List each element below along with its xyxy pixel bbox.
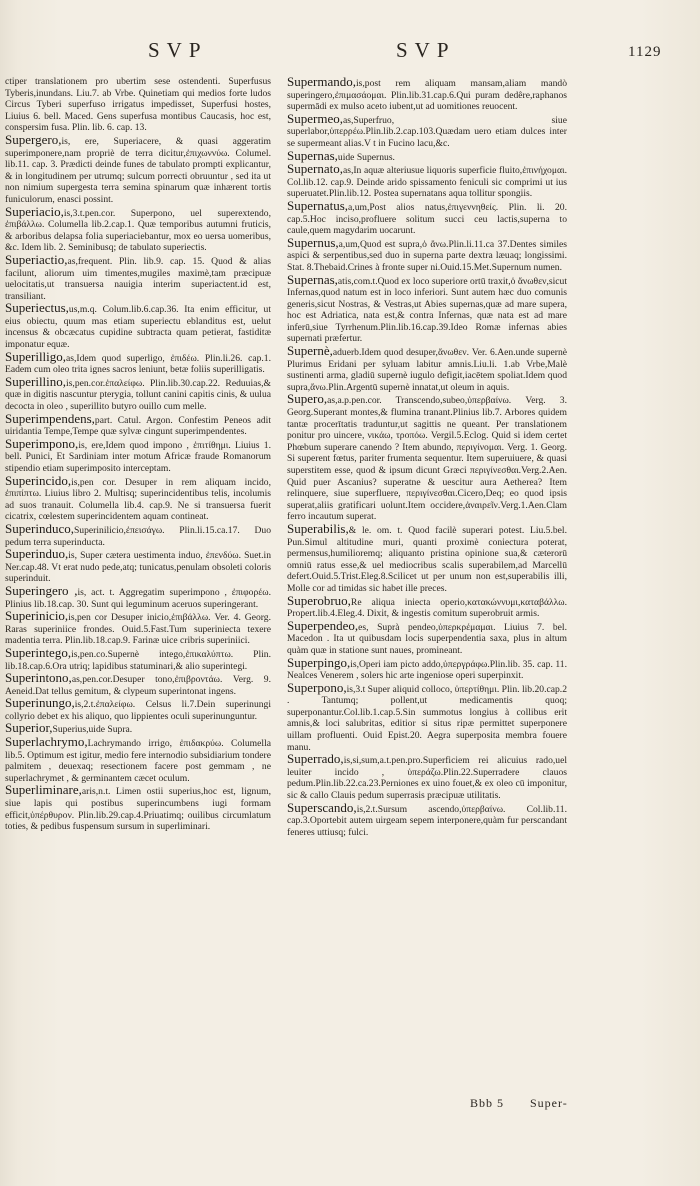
entry-text: is, Super cætera uestimenta induo, ἐπενδύω. Suet.in Ner.cap.48. Vt erat nudo pede,atq; tunicatus,penulam obsoleti coloris superinduit. — [5, 550, 271, 585]
headword: Superliminare, — [5, 782, 82, 798]
headword: Superscando, — [287, 799, 357, 815]
headword: Superpingo, — [287, 654, 351, 670]
dictionary-entry — [287, 163, 567, 200]
headword: Superilligo, — [5, 348, 67, 364]
headword: Superiectus, — [5, 300, 69, 316]
headword: Superiactio, — [5, 251, 68, 267]
headword: Superincido, — [5, 472, 72, 488]
dictionary-entry — [5, 131, 271, 206]
signature-mark: Bbb 5 — [470, 1096, 505, 1110]
entry-text: as,frequent. Plin. lib.9. cap. 15. Quod & alias facilunt, aliorum uim timentes,mugiles maximè,tam præcipuæ uelocitatis,ut transuersa nauigia interim superiactent.id est, transiliant. — [5, 255, 271, 302]
headword: Supermando, — [287, 74, 356, 89]
dictionary-entry — [5, 548, 271, 585]
entry-text: is,pen cor Desuper inicio,ἐπιβάλλω. Ver. 4. Georg. Raras superiniice frondes. Ouid.5.Fast.Tum superiniecta texere madentia terra. Plin.lib.18.cap.9. Farinæ uice cribris superiniici. — [5, 612, 271, 647]
entry-text: is,si,sum,a.t.pen.pro.Superficiem rei alicuius rado,uel leuiter incido , ὑπεράζω.Plin.22.Superradere clauos pedum.Plin.lib.22.ca.23.Perniones ex uino fouet,& ex oleo cū imponitur, sic & callo Clauis pedum superrasis præcipuæ utilitatis. — [287, 755, 567, 802]
entry-text: is,post rem aliquam mansam,aliam mandò superingero,ἐπιμασάομαι. Plin.lib.31.cap.6.Qui puram dedêre,raphanos supermādi ex mulso aceto iubent,ut ad uomitiones reuocent. — [287, 78, 567, 113]
headword: Superrado, — [287, 751, 344, 767]
entry-text: is,Operi iam picto addo,ὑπεργράφω.Plin.lib. 35. cap. 11. Nealces Venerem , solers hic arte ingeniose operi superpinxit. — [287, 658, 567, 682]
dictionary-entry — [5, 435, 271, 475]
dictionary-entry — [287, 617, 567, 657]
dictionary-entry — [287, 520, 567, 595]
entry-text: Superinilicio,ἐπεισάγω. Plin.li.15.ca.17. Duo pedum terra superinducta. — [5, 524, 271, 548]
headword: Superiacio, — [5, 203, 64, 219]
entry-text: is,pen.cor.ἐπαλείφω. Plin.lib.30.cap.22. Reduuias,& quæ in digitis nascuntur pterygia, tollunt canini capitis cinis, & uulua decocta in oleo , superillito butyro ouillo cum melle. — [5, 377, 271, 413]
dictionary-entry — [287, 799, 567, 839]
entry-text: atis,com.t.Quod ex loco superiore ortū traxit,ὁ ἄνωθεν,sicut Infernas,quod natum est in loco inferiori. Sunt autem hæc duo comunis generis,sicut Nostras, & Vestras,ut Abies supernas,quæ ad mare supera, hoc est Adriatica, nata est,& contra Infernas, quæ nata est ad mare inferū,siue Tyrrhenum.Plin.lib.16.cap.39.Ideo Romæ infernas abies supernati præfertur. — [287, 275, 567, 345]
headword: Superpendeo, — [287, 617, 359, 633]
entry-text: Superius,uide Supra. — [52, 724, 133, 736]
entry-text: as,In aquæ alteriusue liquoris superficie fluito,ἐπινήχομαι. Col.lib.12. cap.9. Deinde arido spissamento feniculi sic comprimi ut ius superuatet.Plin.lib.12. Postea supernatans aqua tollitur spongiis. — [287, 165, 567, 200]
running-head-right: SVP — [396, 38, 456, 62]
dictionary-entry — [5, 736, 271, 784]
dictionary-entry — [5, 520, 271, 548]
dictionary-entry — [287, 271, 567, 346]
headword: Supernato, — [287, 161, 343, 177]
entry-text: as,a.p.pen.cor. Transcendo,subeo,ὑπερβαίνω. Verg. 3. Georg.Superant montes,& flumina tranant.Plinius lib.7. Arbores quidem tantæ procerītatis traduntur,ut sagittis ne queant. Per translationem ponitur pro uincere, νικάω, τροπόω. Vergil.5.Eclog. Quid si idem certet Phœbum superare canendo ? Item abundo, περιγίνομαι. Verg. 1. Georg. Si superent fœtus, pariter frumenta sequentur. Item superuiuere, & quasi superstitem esse, quod & ipsum dicunt Græci περιγίνεσθαι.Verg.2.Aen. Quid puer Ascanius? superatne & uescitur aura Aetherea? Item relinquere, siue superfluere, περιγίνεσθαι.Cicero,Deq; eo quod ipsis superat,aliis gratificari uolunt.Item occidere,ἀναιρεῖν.Verg.1.Aen.Clam ferro incautum superat. — [287, 395, 567, 523]
entry-text: is, ere,Idem quod impono , ἐπιτίθημι. Liuius 1. bell. Punici, Et Sardiniam inter motum Africæ fraude Romanorum stipendio etiam superimposito interceptam. — [5, 439, 271, 474]
headword: Superinduco, — [5, 520, 74, 536]
dictionary-entry — [287, 76, 567, 113]
entry-text: is, ere, Superiacere, & quasi aggeratim superimponere,nam propriè de terra dicitur,ἐπιχωννύω. Columel. lib.11. cap. 3. Prædicti deinde funes de tabulato prompti explicantur, & in longitudinem per utrumq; sulcum porrecti obruuntur , sed ita ut non nimium supergesta terra semina spinarum quæ inhærent tortis funiculorum, enasci possint. — [5, 135, 271, 205]
dictionary-entry — [5, 348, 271, 376]
dictionary-entry — [5, 582, 272, 610]
dictionary-entry — [287, 592, 567, 620]
entry-text: is,3.t.pen.cor. Superpono, uel superextendo, ἐπιβάλλω. Columella lib.2.cap.1. Quæ temporibus autumni fruticis, & arboribus delapsa folia superiaciebantur, mox eo uersa uomeribus, &c. Idem lib. 2. Seminibusq; de tabulato superiectis. — [5, 207, 271, 254]
headword: Superimpono, — [5, 435, 79, 451]
entry-text: & le. om. t. Quod facilè superari potest. Liu.5.bel. Pun.Simul altitudine muri, quanti proximè coniectura poterat, permensus,humilioremq; aliquanto pristina opinione sua,& cæterorū omniū ratus esse,& uel mediocribus scalis superabilem,ad Marcellū defert.Ouid.5.Trist.Eleg.8.Scilicet ut per unum non est,superabilis illi, Molle cor ad timidas sic habet ille preces. — [287, 524, 567, 594]
entry-text: as,pen.cor.Desuper tono,ἐπιβροντάω. Verg. 9. Aeneid.Dat tellus gemitum, & clypeum superintonat ingens. — [5, 674, 271, 697]
dictionary-entry — [287, 197, 567, 237]
dictionary-entry — [5, 472, 271, 523]
dictionary-entry — [287, 393, 567, 523]
dictionary-entry — [5, 672, 271, 697]
entry-text: is,3.t Super aliquid colloco, ὑπερτίθημι. Plin. lib.20.cap.2 . Tantumq; pollent,ut medicamentis quoq; superponantur.Col.lib.1.cap.5.Sin summotus longius à collibus erit amnis,& loci salubritas, editior si situs ripæ permittet superponere uillam profluenti. Ouid Epist.20. Aegra superposita membra fouere manu. — [287, 683, 567, 753]
headword: Superingero , — [5, 582, 78, 598]
dictionary-entry — [287, 234, 567, 274]
continuation-text: ctiper translationem pro ubertim sese ostendenti. Superfusus Tyberis,inundans. Liu.7. ab Vrbe. Quinetiam qui medios forte ludos Circus Tyberi superfuso irrigatus impedisset, Superfusi hostes, Liuius 6. bell. Maced. Gens superfusa montibus Caucasis, hoc est, conspersim fusa. Plin. lib. 6. cap. 13. — [5, 76, 271, 134]
entry-text: es, Suprà pendeo,ὑπερκρέμαμαι. Liuius 7. bel. Macedon . Ita ut quibusdam locis superpendentia saxa, plus in altum quàm quæ in statione sunt naues, promineant. — [287, 621, 567, 656]
headword: Supermeo, — [287, 110, 343, 126]
dictionary-entry — [287, 110, 567, 150]
dictionary-entry — [287, 679, 567, 754]
entry-text: a,um,Post alios natus,ἐπιγεννηθείς. Plin. li. 20. cap.5.Hoc inciso,profluere solitum succi ceu lactis,superna to caule,quem magydarim uocarunt. — [287, 201, 567, 237]
headword: Superobruo, — [287, 592, 351, 608]
running-head-left: SVP — [148, 38, 208, 62]
headword: Supernas, — [287, 271, 338, 287]
entry-text: Re aliqua iniecta operio,κατακώννυμι,καταβάλλω. Propert.lib.4.Eleg.4. Dixit, & ingestis comitum superobruit armis. — [287, 596, 567, 620]
entry-text: as,Superfruo, siue superlabor,ὑπερρέω.Plin.lib.2.cap.103.Quædam uero etiam dulces inter se supermeant alias.V t in Fucino lacu,&c. — [287, 114, 567, 149]
headword: Superimpendens, — [5, 410, 95, 426]
entry-text: as,Idem quod superligo, ἐπιδέω. Plin.li.26. cap.1. Eadem cum oleo trita ignes sacros leniunt, betæ foliis superilligatis. — [5, 352, 271, 376]
entry-text: a,um,Quod est supra,ὁ ἄνω.Plin.li.11.ca 37.Dentes similes aspici & serpentibus,sed duo in superna parte dextra læuaq; longissimi. Stat. 8.Thebaid.Crines à fronte super ni.Ouid.15.Met.Supernum numen. — [287, 238, 567, 273]
entry-text: is, act. t. Aggregatim superimpono , ἐπιφορέω. Plinius lib.18.cap. 30. Sunt qui leguminum aceruos superingerant. — [5, 586, 272, 610]
dictionary-entry — [5, 610, 271, 647]
dictionary-entry — [5, 410, 271, 438]
entry-text: uide Supernus. — [337, 151, 395, 163]
headword: Superintono, — [5, 670, 72, 686]
headword: Supernas, — [287, 147, 338, 163]
dictionary-entry — [5, 644, 271, 672]
dictionary-entry — [5, 784, 271, 832]
entry-text: us,m.q. Colum.lib.6.cap.36. Ita enim efficitur, ut eius obiectu, quum mas etiam superiectu eblanditus est, uelut incensus & obcæcatus cupidine subtracta quam petierat, fastiditæ imponatur equæ. — [5, 304, 271, 351]
headword: Superinungo, — [5, 695, 75, 711]
entry-text: aduerb.Idem quod desuper,ἄνωθεν. Ver. 6.Aen.unde supernè Plurimus Eridani per syluam labitur amnis.Liu.li. 1.ab Vrbe,Malè sustinenti arma, gladiū supernè iugulo defigit,iacētem spoliat.Idem quod supra,ἄνω.Plin.Argentū supernè innatat,ut oleum in aquis. — [287, 347, 567, 393]
entry-text: is,pen.co.Supernè intego,ἐπικαλύπτω. Plin. lib.18.cap.6.Ora utriq; lapidibus statuminari,& alio superintegi. — [5, 648, 271, 672]
headword: Superlachrymo, — [5, 734, 88, 750]
page-footer — [470, 1096, 568, 1111]
entry-text: is,2.t.Sursum ascendo,ὑπερβαίνω. Col.lib.11. cap.3.Oportebit autem uirgeam sepem interponere,quàm fur perscandant feneres uttiusq; fulci. — [287, 803, 567, 838]
dictionary-entry — [287, 345, 567, 393]
headword: Supergero, — [5, 131, 62, 147]
headword: Superintego, — [5, 644, 72, 660]
dictionary-entry — [287, 654, 567, 682]
entry-text: Lachrymando irrigo, ἐπιδακρύω. Columella lib.5. Optimum est igitur, medio fere internodio subsidiarium tondere palmitem , deuexaq; resectionem facere post gemmam , ne superlachrymet , & germinantem cæcet oculum. — [5, 738, 271, 784]
headword: Supernatus, — [287, 197, 349, 213]
headword: Superabilis, — [287, 520, 349, 536]
headword: Superpono, — [287, 679, 347, 695]
page-number: 1129 — [628, 44, 662, 60]
headword: Supero, — [287, 391, 328, 407]
headword: Superinicio, — [5, 608, 69, 624]
entry-text: is,2.t.ἐπαλείφω. Celsus li.7.Dein superinungi collyrio debet ex his aliquo, quo lippientes oculi superinunguntur. — [5, 699, 271, 722]
headword: Supernus, — [287, 234, 339, 250]
entry-text: is,pen cor. Desuper in rem aliquam incido, ἐπιπίπτω. Liuius libro 2. Multisq; superincidentibus telis, incolumis ad suos tranauit. Columella lib.4. cap.9. Ne si transuersa fuerit cicatrix, cœlestem superincidentem aquam contineat. — [5, 476, 271, 523]
catchword: Super- — [530, 1096, 568, 1110]
headword: Superillino, — [5, 373, 67, 389]
right-column — [287, 76, 567, 838]
entry-text: aris,n.t. Limen ostii superius,hoc est, lignum, siue lapis qui postibus superincumbens iugi formam efficit,ὑπέρθυρον. Plin.lib.29.cap.4.Priuatimq; ouilibus circumlatum toties, & pedibus fuspensum sursum in superliminari. — [5, 786, 271, 833]
dictionary-entry — [287, 753, 567, 801]
headword: Superinduo, — [5, 546, 69, 562]
dictionary-entry — [5, 302, 271, 350]
left-column — [5, 76, 271, 833]
entry-text: part. Catul. Argon. Confestim Peneos adit uiridantia Tempe,Tempe quæ sylvæ cingunt superimpendentes. — [5, 414, 271, 438]
dictionary-entry — [5, 251, 271, 302]
headword: Supernè, — [287, 343, 333, 359]
dictionary-entry — [5, 203, 271, 254]
dictionary-entry — [5, 373, 271, 413]
dictionary-entry — [5, 697, 271, 722]
headword: Superior, — [5, 720, 53, 736]
